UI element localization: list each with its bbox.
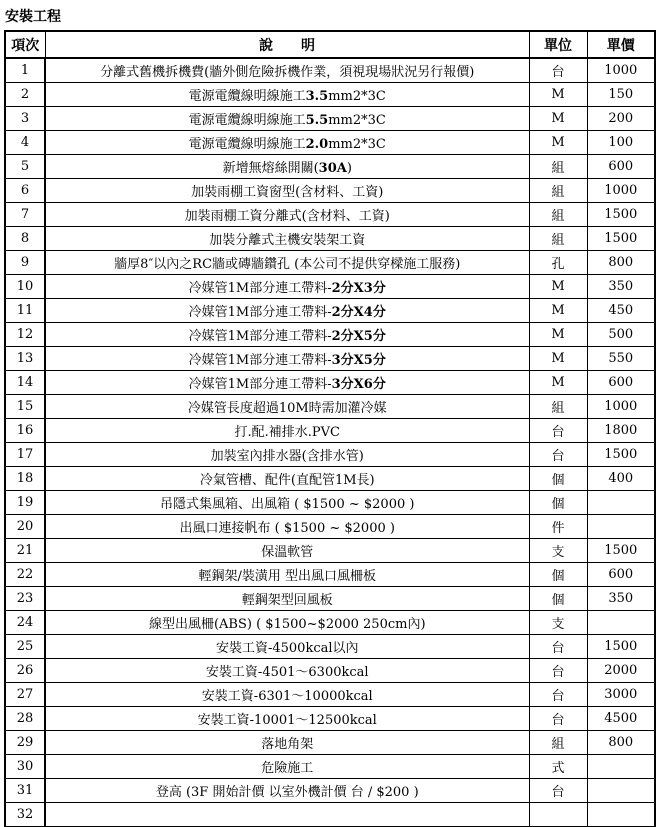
table-row [5,227,655,251]
description-text: 加裝雨棚工資窗型(含材料、工資) [191,185,384,200]
description-text: 輕鋼架/裝潢用 型出風口風柵板 [198,569,376,584]
description-text: 加裝雨棚工資分離式(含材料、工資) [184,209,390,224]
description-cell [45,683,529,707]
description-emphasis: 2.0 [305,137,329,152]
unit-price-cell: 400 [587,467,655,491]
unit-price-cell: 350 [587,275,655,299]
unit-cell: 個 [529,491,587,515]
table-row [5,611,655,635]
unit-price-cell [587,515,655,539]
item-number-cell: 24 [5,611,45,635]
description-cell [45,467,529,491]
unit-cell: M [529,371,587,395]
description-text: 冷媒管1M部分連工帶料- [188,329,332,344]
item-number-cell: 5 [5,155,45,179]
unit-price-cell: 500 [587,323,655,347]
item-number-cell: 18 [5,467,45,491]
item-number-cell: 25 [5,635,45,659]
table-row [5,683,655,707]
unit-cell: 組 [529,227,587,251]
header-row [5,31,655,58]
description-cell [45,83,529,107]
sheet-title: 安裝工程 [5,9,61,25]
unit-price-cell [587,779,655,803]
table-row [5,587,655,611]
description-text: 冷媒管1M部分連工帶料- [188,305,332,320]
unit-cell: 支 [529,539,587,563]
unit-cell: 組 [529,395,587,419]
header-unit-price: 單價 [587,31,655,58]
description-text: 加裝分離式主機安裝架工資 [209,233,366,248]
table-row [5,467,655,491]
description-cell [45,515,529,539]
unit-cell: 組 [529,203,587,227]
description-cell [45,443,529,467]
description-text: 牆厚8″以內之RC牆或磚牆鑽孔 (本公司不提供穿樑施工服務) [114,257,461,272]
description-cell [45,395,529,419]
unit-cell: 支 [529,611,587,635]
description-text: 分離式舊機拆機費(牆外側危險拆機作業，須視現場狀況另行報價) [100,65,475,80]
description-cell [45,779,529,803]
description-cell [45,155,529,179]
table-row [5,155,655,179]
unit-cell: 台 [529,683,587,707]
table-row [5,731,655,755]
unit-cell: 組 [529,179,587,203]
table-row [5,347,655,371]
table-row [5,107,655,131]
unit-price-cell: 1800 [587,419,655,443]
description-text: 線型出風柵(ABS) ( $1500~$2000 250cm內) [148,617,426,632]
unit-cell: 式 [529,755,587,779]
description-text: 危險施工 [261,761,314,776]
unit-price-cell: 1500 [587,443,655,467]
description-text: 保溫軟管 [261,545,314,560]
item-number-cell: 15 [5,395,45,419]
description-text: 冷媒管1M部分連工帶料- [188,281,332,296]
description-text: 冷媒管1M部分連工帶料- [188,353,332,368]
unit-price-cell: 3000 [587,683,655,707]
unit-cell: 台 [529,779,587,803]
unit-price-cell: 600 [587,371,655,395]
item-number-cell: 23 [5,587,45,611]
description-text: 安裝工資-10001～12500kcal [197,713,377,728]
description-text: mm2*3C [328,113,386,128]
table-row [5,131,655,155]
price-table [4,30,656,827]
item-number-cell: 13 [5,347,45,371]
item-number-cell: 19 [5,491,45,515]
table-row [5,203,655,227]
description-cell [45,58,529,83]
table-row [5,491,655,515]
item-number-cell: 1 [5,58,45,83]
description-cell [45,371,529,395]
unit-price-cell: 1500 [587,227,655,251]
unit-cell: 個 [529,587,587,611]
table-row [5,803,655,827]
table-row [5,755,655,779]
item-number-cell: 30 [5,755,45,779]
item-number-cell: 17 [5,443,45,467]
unit-price-cell: 550 [587,347,655,371]
table-row [5,179,655,203]
description-cell [45,563,529,587]
unit-price-cell: 150 [587,83,655,107]
description-cell [45,707,529,731]
description-emphasis: 3.5 [305,89,329,104]
description-emphasis: 2分X3分 [331,281,386,296]
unit-price-cell: 1500 [587,539,655,563]
description-emphasis: 2分X5分 [331,329,386,344]
unit-cell: 台 [529,58,587,83]
description-cell [45,323,529,347]
item-number-cell: 28 [5,707,45,731]
description-emphasis: 3分X6分 [331,377,386,392]
description-cell [45,587,529,611]
item-number-cell: 9 [5,251,45,275]
header-item-no: 項次 [5,31,45,58]
unit-cell: 孔 [529,251,587,275]
table-row [5,707,655,731]
unit-price-cell [587,755,655,779]
item-number-cell: 27 [5,683,45,707]
description-cell [45,731,529,755]
item-number-cell: 6 [5,179,45,203]
table-row [5,419,655,443]
unit-cell: 台 [529,443,587,467]
table-row [5,635,655,659]
description-cell [45,251,529,275]
unit-cell: M [529,107,587,131]
description-cell [45,347,529,371]
unit-cell: M [529,323,587,347]
description-text: mm2*3C [328,89,386,104]
unit-cell: M [529,83,587,107]
description-text: 電源電纜線明線施工 [188,113,306,128]
unit-price-cell: 1500 [587,635,655,659]
table-row [5,275,655,299]
unit-cell: 組 [529,155,587,179]
description-text: 打.配.補排水.PVC [234,425,340,440]
unit-price-cell: 2000 [587,659,655,683]
table-row [5,779,655,803]
item-number-cell: 14 [5,371,45,395]
unit-price-cell: 100 [587,131,655,155]
table-row [5,83,655,107]
description-cell [45,755,529,779]
unit-cell: M [529,131,587,155]
description-emphasis: 30A [318,161,347,176]
item-number-cell: 32 [5,803,45,827]
description-cell [45,107,529,131]
table-row [5,395,655,419]
description-emphasis: 3分X5分 [331,353,386,368]
description-text: 冷媒管1M部分連工帶料- [188,377,332,392]
table-row [5,515,655,539]
unit-cell: M [529,299,587,323]
description-text: 安裝工資-4500kcal以內 [215,641,359,656]
unit-price-cell: 1500 [587,203,655,227]
description-cell [45,635,529,659]
description-text: 加裝室內排水器(含排水管) [210,449,364,464]
unit-price-cell: 1000 [587,58,655,83]
item-number-cell: 10 [5,275,45,299]
unit-cell: 件 [529,515,587,539]
item-number-cell: 8 [5,227,45,251]
description-text: 落地角架 [261,737,314,752]
description-cell [45,539,529,563]
item-number-cell: 4 [5,131,45,155]
description-text: ) [346,161,352,176]
description-text: 冷媒管長度超過10M時需加灌冷媒 [187,401,387,416]
price-sheet [4,4,654,827]
description-cell [45,203,529,227]
description-cell [45,491,529,515]
item-number-cell: 12 [5,323,45,347]
description-cell [45,803,529,827]
table-row [5,371,655,395]
table-row [5,659,655,683]
unit-price-cell: 600 [587,563,655,587]
item-number-cell: 31 [5,779,45,803]
item-number-cell: 20 [5,515,45,539]
unit-cell: M [529,347,587,371]
description-text: 出風口連接帆布 ( $1500 ~ $2000 ) [179,521,395,536]
table-row [5,443,655,467]
unit-price-cell [587,803,655,827]
description-cell [45,299,529,323]
item-number-cell: 3 [5,107,45,131]
unit-price-cell: 200 [587,107,655,131]
table-row [5,58,655,83]
unit-cell: 個 [529,467,587,491]
unit-cell: 台 [529,635,587,659]
unit-price-cell [587,491,655,515]
description-cell [45,227,529,251]
description-emphasis: 5.5 [305,113,329,128]
description-text: 吊隱式集風箱、出風箱 ( $1500 ~ $2000 ) [160,497,415,512]
unit-price-cell: 800 [587,731,655,755]
table-row [5,323,655,347]
header-description: 說 明 [45,31,529,58]
description-cell [45,179,529,203]
description-cell [45,275,529,299]
unit-cell: 台 [529,419,587,443]
unit-price-cell: 1000 [587,395,655,419]
unit-cell: M [529,275,587,299]
table-row [5,251,655,275]
description-text: 登高 (3F 開始計價 以室外機計價 台 / $200 ) [155,785,419,800]
item-number-cell: 7 [5,203,45,227]
item-number-cell: 2 [5,83,45,107]
unit-cell: 台 [529,659,587,683]
unit-cell: 個 [529,563,587,587]
unit-price-cell: 1000 [587,179,655,203]
item-number-cell: 22 [5,563,45,587]
unit-cell: 組 [529,731,587,755]
unit-price-cell: 350 [587,587,655,611]
description-cell [45,659,529,683]
description-text: 冷氣管槽、配件(直配管1M長) [199,473,375,488]
unit-cell: 台 [529,707,587,731]
description-text: 安裝工資-4501～6300kcal [205,665,369,680]
header-unit: 單位 [529,31,587,58]
item-number-cell: 21 [5,539,45,563]
item-number-cell: 29 [5,731,45,755]
unit-price-cell: 800 [587,251,655,275]
unit-price-cell: 4500 [587,707,655,731]
unit-cell [529,803,587,827]
description-cell [45,131,529,155]
description-text: 輕鋼架型回風板 [241,593,333,608]
description-text: 安裝工資-6301～10000kcal [201,689,373,704]
item-number-cell: 16 [5,419,45,443]
description-cell [45,419,529,443]
item-number-cell: 11 [5,299,45,323]
table-row [5,539,655,563]
description-text: 電源電纜線明線施工 [188,89,306,104]
description-text: 電源電纜線明線施工 [188,137,306,152]
description-emphasis: 2分X4分 [331,305,386,320]
table-body [5,58,655,827]
description-cell [45,611,529,635]
unit-price-cell: 450 [587,299,655,323]
description-text: 新增無熔絲開關( [222,161,319,176]
description-text: mm2*3C [328,137,386,152]
table-row [5,299,655,323]
item-number-cell: 26 [5,659,45,683]
unit-price-cell: 600 [587,155,655,179]
unit-price-cell [587,611,655,635]
table-row [5,563,655,587]
